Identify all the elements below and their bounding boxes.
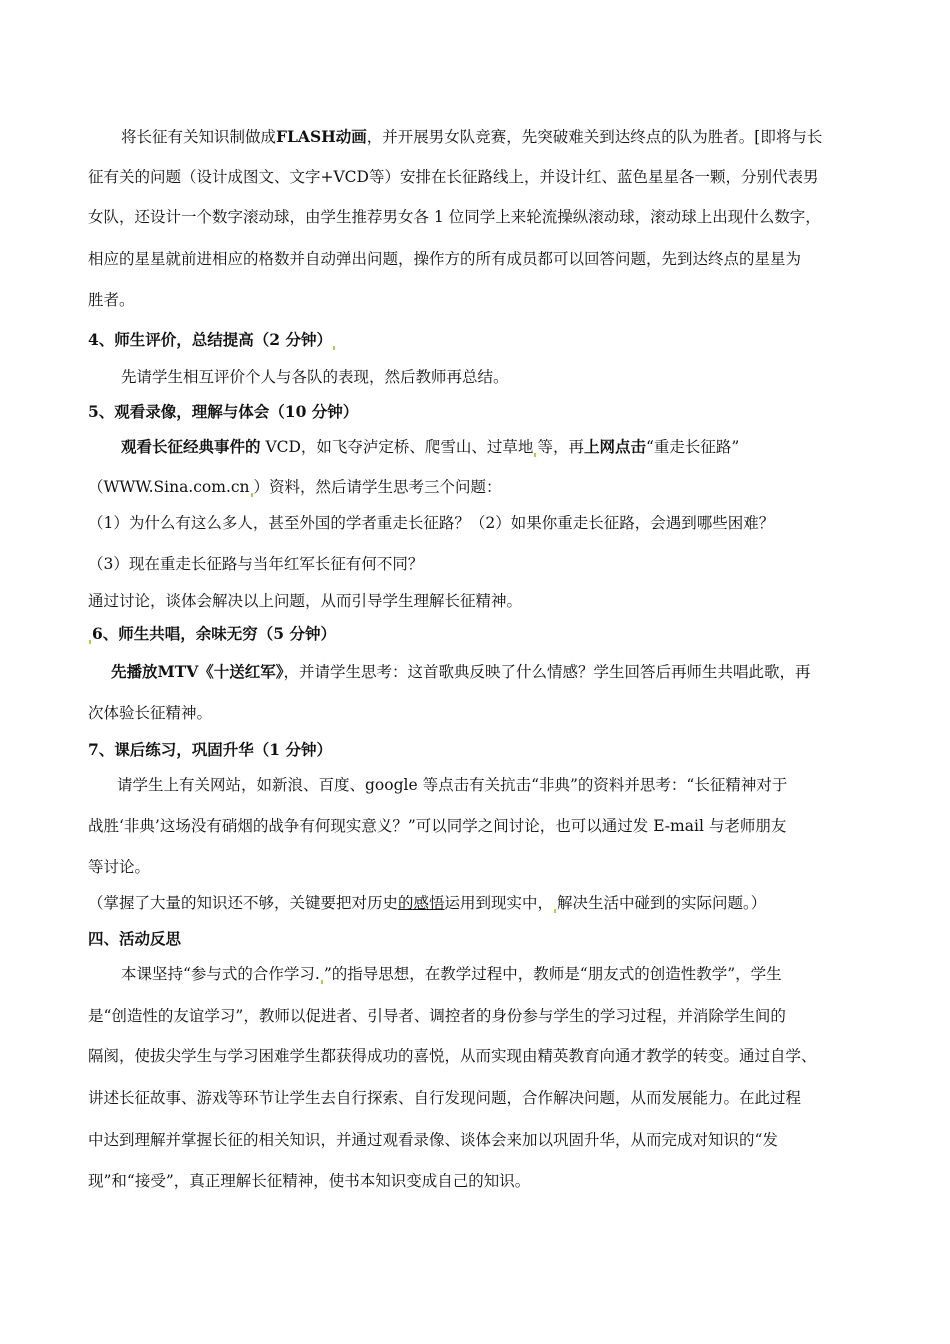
bold-text-run: 上网点击 <box>583 437 646 456</box>
paragraph-line: （3）现在重走长征路与当年红军长征有何不同？ <box>88 555 424 573</box>
paragraph-line: （1）为什么有这么多人，甚至外国的学者重走长征路？（2）如果你重走长征路，会遇到哪些困难？ <box>88 514 775 532</box>
paragraph-line: 等讨论。 <box>88 858 151 876</box>
section-heading <box>88 624 336 644</box>
text-run: （WWW.Sina.com.cn <box>88 478 250 496</box>
highlight-mark <box>554 909 556 913</box>
bold-text-run: FLASH动画 <box>276 127 367 146</box>
text-run: 运用到现实中， <box>444 894 554 912</box>
paragraph-line <box>121 964 782 984</box>
paragraph-line: 是“创造性的友谊学习”，教师以促进者、引导者、调控者的身份参与学生的学习过程，并消除学生间的 <box>88 1007 786 1025</box>
paragraph-line: 请学生上有关网站，如新浪、百度、google 等点击有关抗击“非典”的资料并思考：“长征精神对于 <box>117 776 788 794</box>
text-run: 解决生活中碰到的实际问题。） <box>557 894 767 912</box>
bold-text-run: 观看长征经典事件的 <box>121 437 261 456</box>
text-run: VCD，如飞夺泸定桥、爬雪山、过草地 <box>260 438 534 456</box>
paragraph-line <box>121 127 822 147</box>
bold-text-run: 先播放 <box>111 662 158 681</box>
section-heading: 7、课后练习，巩固升华（1 分钟） <box>88 740 332 759</box>
paragraph-line: 现”和“接受”，真正理解长征精神，使书本知识变成自己的知识。 <box>88 1172 531 1190</box>
highlight-mark <box>89 640 91 644</box>
section-heading-text: 6、师生共唱，余味无穷（5 分钟） <box>92 624 336 643</box>
paragraph-line <box>111 662 811 682</box>
paragraph-line: 次体验长征精神。 <box>88 704 213 722</box>
section-heading-text: 4、师生评价，总结提高（2 分钟） <box>88 330 332 349</box>
paragraph-line: 征有关的问题（设计成图文、文字+VCD等）安排在长征路线上，并设计红、蓝色星星各一颗，分别代表男 <box>88 168 819 186</box>
paragraph-line <box>88 477 502 497</box>
paragraph-line: 战胜‘非典’这场没有硝烟的战争有何现实意义？”可以同学之间讨论，也可以通过发 E-mail 与老师朋友 <box>88 817 787 835</box>
paragraph-line: 中达到理解并掌握长征的相关知识，并通过观看录像、谈体会来加以巩固升华，从而完成对知识的“发 <box>88 1131 778 1149</box>
text-run: 等，再 <box>537 438 584 456</box>
paragraph-line: 相应的星星就前进相应的格数并自动弹出问题，操作方的所有成员都可以回答问题，先到达终点的星星为 <box>88 250 802 268</box>
text-run: ，并请学生思考：这首歌典反映了什么情感？学生回答后再师生共唱此歌，再 <box>283 663 811 681</box>
paragraph-line: 讲述长征故事、游戏等环节让学生去自行探索、自行发现问题，合作解决问题，从而发展能力。在此过程 <box>88 1089 802 1107</box>
bold-text-run: MTV《十送红军》 <box>157 662 284 681</box>
section-heading: 四、活动反思 <box>88 929 182 948</box>
text-run: ）资料，然后请学生思考三个问题： <box>253 478 502 496</box>
paragraph-line: 先请学生相互评价个人与各队的表现，然后教师再总结。 <box>121 368 509 386</box>
section-heading: 5、观看录像，理解与体会（10 分钟） <box>88 402 359 421</box>
text-run: 的感悟 <box>398 894 445 912</box>
paragraph-line <box>88 893 766 913</box>
paragraph-line: 通过讨论，谈体会解决以上问题，从而引导学生理解长征精神。 <box>88 592 523 610</box>
text-run: 本课坚持“参与式的合作学习. <box>121 965 320 983</box>
text-run: ”的指导思想，在教学过程中，教师是“朋友式的创造性教学”，学生 <box>323 965 782 983</box>
paragraph-line: 女队，还设计一个数字滚动球，由学生推荐男女各 1 位同学上来轮流操纵滚动球，滚动球上出现什么数字， <box>88 208 821 226</box>
paragraph-line <box>121 437 739 457</box>
highlight-mark <box>321 980 323 984</box>
highlight-mark <box>333 346 335 350</box>
highlight-mark <box>251 493 253 497</box>
text-run: ，并开展男女队竞赛，先突破难关到达终点的队为胜者。[即将与长 <box>366 128 823 146</box>
paragraph-line: 胜者。 <box>88 291 135 309</box>
section-heading <box>88 330 336 350</box>
text-run: （掌握了大量的知识还不够，关键要把对历史 <box>88 894 399 912</box>
paragraph-line: 隔阂，使拔尖学生与学习困难学生都获得成功的喜悦，从而实现由精英教育向通才教学的转变。通过自学、 <box>88 1047 817 1065</box>
text-run: 将长征有关知识制做成 <box>121 128 277 146</box>
text-run: “重走长征路” <box>645 438 740 456</box>
